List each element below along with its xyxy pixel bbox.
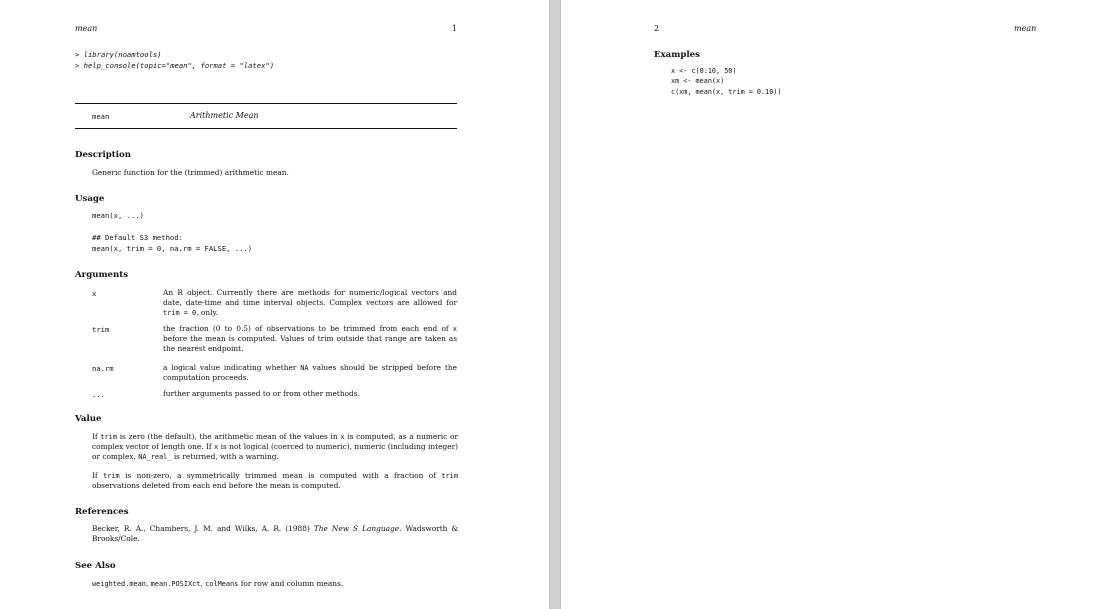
- usage-heading: Usage: [75, 194, 105, 204]
- page-2: [561, 0, 1099, 609]
- description-text: Generic function for the (trimmed) arithmetic mean.: [92, 168, 289, 177]
- arg-desc-x: An R object. Currently there are methods for numeric/logical vectors and date, date-time and time interval objects. Complex vectors are allowed for trim = 0, only.: [163, 288, 457, 317]
- value-paragraph-2: If trim is non-zero, a symmetrically trimmed mean is computed with a fraction of trim observations deleted from each end before the mean is computed.: [92, 471, 458, 490]
- page-2-number: 2: [654, 24, 660, 33]
- running-head: mean: [75, 24, 98, 33]
- arg-desc-trim: the fraction (0 to 0.5) of observations to be trimmed from each end of x before the mean is computed. Values of trim outside that range are taken as the nearest endpoint.: [163, 324, 457, 353]
- example-line-3: c(xm, mean(x, trim = 0.10)): [671, 88, 782, 96]
- see-also-heading: See Also: [75, 561, 116, 571]
- topic-name: mean: [92, 112, 110, 121]
- references-heading: References: [75, 507, 129, 517]
- console-line-1: > library(noamtools): [75, 50, 162, 59]
- page-number: 1: [452, 24, 458, 33]
- value-heading: Value: [75, 414, 102, 424]
- arg-name-trim: trim: [92, 325, 110, 334]
- value-paragraph-1: If trim is zero (the default), the arithmetic mean of the values in x is computed, as a numeric or complex vector of length one. If x is not logical (coerced to numeric), numeric (including integer) or complex, NA_real_ is returned, with a warning.: [92, 432, 458, 461]
- header-rule-bottom: [75, 128, 457, 129]
- usage-line-4: mean(x, trim = 0, na.rm = FALSE, ...): [92, 244, 253, 253]
- example-line-1: x <- c(0:10, 50): [671, 67, 737, 75]
- page-1: [0, 0, 549, 609]
- arg-name-x: x: [92, 289, 97, 298]
- arg-name-na-rm: na.rm: [92, 364, 114, 373]
- description-heading: Description: [75, 150, 132, 160]
- examples-heading: Examples: [654, 50, 700, 60]
- see-also-text: weighted.mean, mean.POSIXct, colMeans for row and column means.: [92, 579, 344, 588]
- page-2-running-head: mean: [1014, 24, 1037, 33]
- usage-line-3: ## Default S3 method:: [92, 233, 183, 242]
- header-rule-top: [75, 103, 457, 104]
- arguments-heading: Arguments: [75, 270, 129, 280]
- console-line-2: > help_console(topic="mean", format = "latex"): [75, 61, 275, 70]
- arg-desc-dots: further arguments passed to or from other methods.: [163, 389, 360, 398]
- arg-name-dots: ...: [92, 390, 105, 399]
- arg-desc-na-rm: a logical value indicating whether NA values should be stripped before the computation proceeds.: [163, 363, 457, 382]
- topic-title: Arithmetic Mean: [190, 111, 259, 120]
- example-line-2: xm <- mean(x): [671, 77, 725, 85]
- references-text: Becker, R. A., Chambers, J. M. and Wilks, A. R. (1988) The New S Language. Wadsworth & Brooks/Cole.: [92, 524, 458, 543]
- page-gutter: [549, 0, 561, 609]
- usage-line-1: mean(x, ...): [92, 211, 144, 220]
